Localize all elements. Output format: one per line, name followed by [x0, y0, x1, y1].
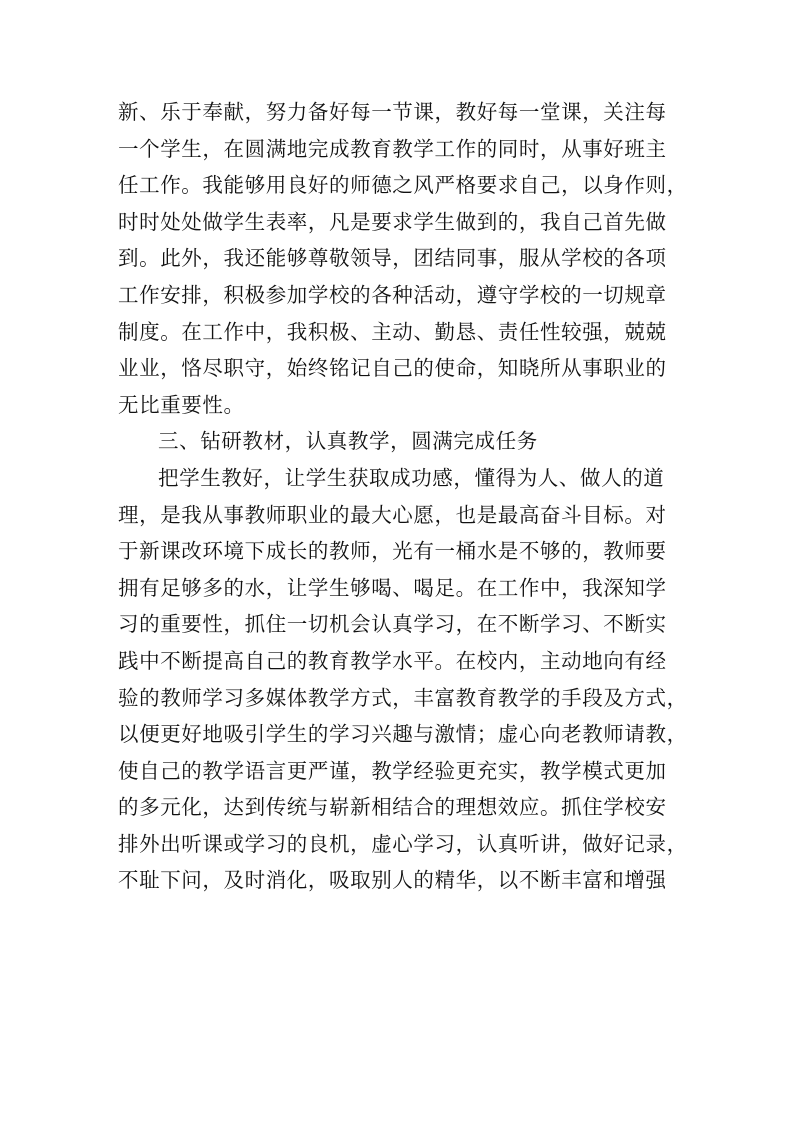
text-line: 排外出听课或学习的良机，虚心学习，认真听讲，做好记录， [118, 831, 688, 856]
text-line: 工作安排，积极参加学校的各种活动，遵守学校的一切规章 [118, 282, 667, 307]
text-line: 无比重要性。 [118, 392, 245, 417]
section-heading: 三、钻研教材，认真教学，圆满完成任务 [158, 429, 538, 454]
text-line: 新、乐于奉献，努力备好每一节课，教好每一堂课，关注每 [118, 100, 667, 124]
text-line: 于新课改环境下成长的教师，光有一桶水是不够的，教师要 [118, 539, 667, 564]
text-line: 使自己的教学语言更严谨，教学经验更充实，教学模式更加 [118, 758, 667, 783]
text-line: 业业，恪尽职守，始终铭记自己的使命，知晓所从事职业的 [118, 356, 667, 381]
text-line: 理，是我从事教师职业的最大心愿，也是最高奋斗目标。对 [118, 502, 667, 527]
text-line: 习的重要性，抓住一切机会认真学习，在不断学习、不断实 [118, 612, 667, 637]
text-line: 拥有足够多的水，让学生够喝、喝足。在工作中，我深知学 [118, 575, 667, 600]
text-line: 制度。在工作中，我积极、主动、勤恳、责任性较强，兢兢 [118, 319, 667, 344]
text-line: 验的教师学习多媒体教学方式，丰富教育教学的手段及方式， [118, 685, 688, 710]
text-line: 时时处处做学生表率，凡是要求学生做到的，我自己首先做 [118, 209, 667, 234]
text-line: 以便更好地吸引学生的学习兴趣与激情；虚心向老教师请教， [118, 722, 688, 747]
text-line: 任工作。我能够用良好的师德之风严格要求自己，以身作则， [118, 173, 688, 198]
body-text [118, 94, 688, 899]
text-line: 到。此外，我还能够尊敬领导，团结同事，服从学校的各项 [118, 246, 667, 271]
text-line: 一个学生，在圆满地完成教育教学工作的同时，从事好班主 [118, 136, 667, 161]
paragraph-first-line: 把学生教好，让学生获取成功感，懂得为人、做人的道 [158, 465, 665, 490]
text-line: 的多元化，达到传统与崭新相结合的理想效应。抓住学校安 [118, 795, 667, 820]
text-line: 不耻下问，及时消化，吸取别人的精华，以不断丰富和增强 [118, 868, 667, 893]
text-line: 践中不断提高自己的教育教学水平。在校内，主动地向有经 [118, 648, 667, 673]
